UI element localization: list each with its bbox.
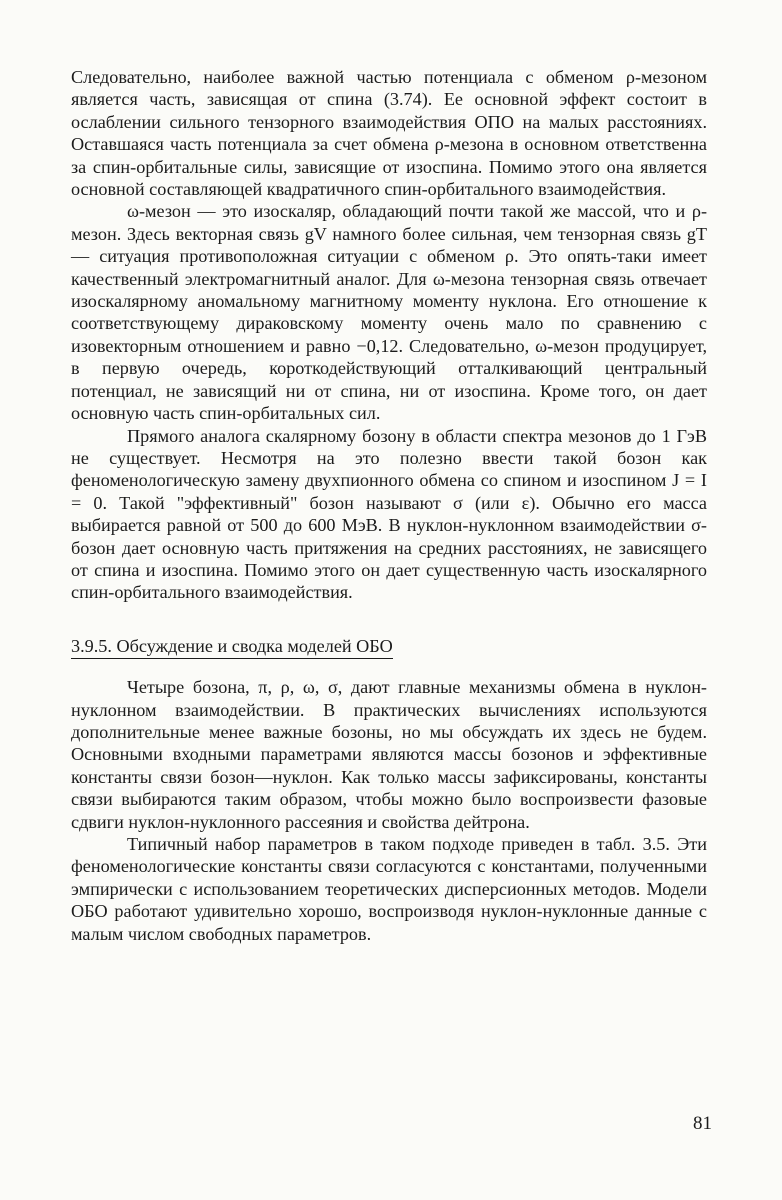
paragraph-rho-meson: Следовательно, наиболее важной частью потенциала с обменом ρ-мезоном является часть, зависящая от спина (3.74). Ее основной эффект состоит в ослаблении сильного тензорного взаимодействия ОПО на малых расстояниях. Оставшаяся часть потенциала за счет обмена ρ-мезона в основном ответственна за спин-орбитальные силы, зависящие от изоспина. Помимо этого она является основной составляющей квадратичного спин-орбитального взаимодействия. xyxy=(71,67,707,200)
page-number: 81 xyxy=(693,1113,712,1134)
paragraph-omega-meson: ω-мезон — это изоскаляр, обладающий почти такой же массой, что и ρ-мезон. Здесь векторная связь gV намного более сильная, чем тензорная связь gT — ситуация противоположная ситуации с обменом ρ. Это опять-таки имеет качественный электромагнитный аналог. Для ω-мезона тензорная связь отвечает изоскалярному аномальному магнитному моменту нуклона. Его отношение к соответствующему дираковскому моменту очень мало по сравнению с изовекторным отношением и равно −0,12. Следовательно, ω-мезон продуцирует, в первую очередь, короткодействующий отталкивающий центральный потенциал, не зависящий ни от спина, ни от изоспина. Кроме того, он дает основную часть спин-орбитальных сил. xyxy=(71,201,707,424)
section-heading: 3.9.5. Обсуждение и сводка моделей ОБО xyxy=(71,635,393,659)
page-body xyxy=(71,66,707,945)
paragraph-parameter-set: Типичный набор параметров в таком подходе приведен в табл. 3.5. Эти феноменологические константы связи согласуются с константами, полученными эмпирически с использованием теоретических дисперсионных методов. Модели ОБО работают удивительно хорошо, воспроизводя нуклон-нуклонные данные с малым числом свободных параметров. xyxy=(71,834,707,944)
paragraph-four-bosons: Четыре бозона, π, ρ, ω, σ, дают главные механизмы обмена в нуклон-нуклонном взаимодействии. В практических вычислениях используются дополнительные менее важные бозоны, но мы обсуждать их здесь не будем. Основными входными параметрами являются массы бозонов и эффективные константы связи бозон—нуклон. Как только массы зафиксированы, константы связи выбираются таким образом, чтобы можно было воспроизвести фазовые сдвиги нуклон-нуклонного рассеяния и свойства дейтрона. xyxy=(71,677,707,832)
paragraph-sigma-boson: Прямого аналога скалярному бозону в области спектра мезонов до 1 ГэВ не существует. Несмотря на это полезно ввести такой бозон как феноменологическую замену двухпионного обмена со спином и изоспином J = I = 0. Такой "эффективный" бозон называют σ (или ε). Обычно его масса выбирается равной от 500 до 600 МэВ. В нуклон-нуклонном взаимодействии σ-бозон дает основную часть притяжения на средних расстояниях, не зависящего от спина и изоспина. Помимо этого он дает существенную часть изоскалярного спин-орбитального взаимодействия. xyxy=(71,425,707,603)
